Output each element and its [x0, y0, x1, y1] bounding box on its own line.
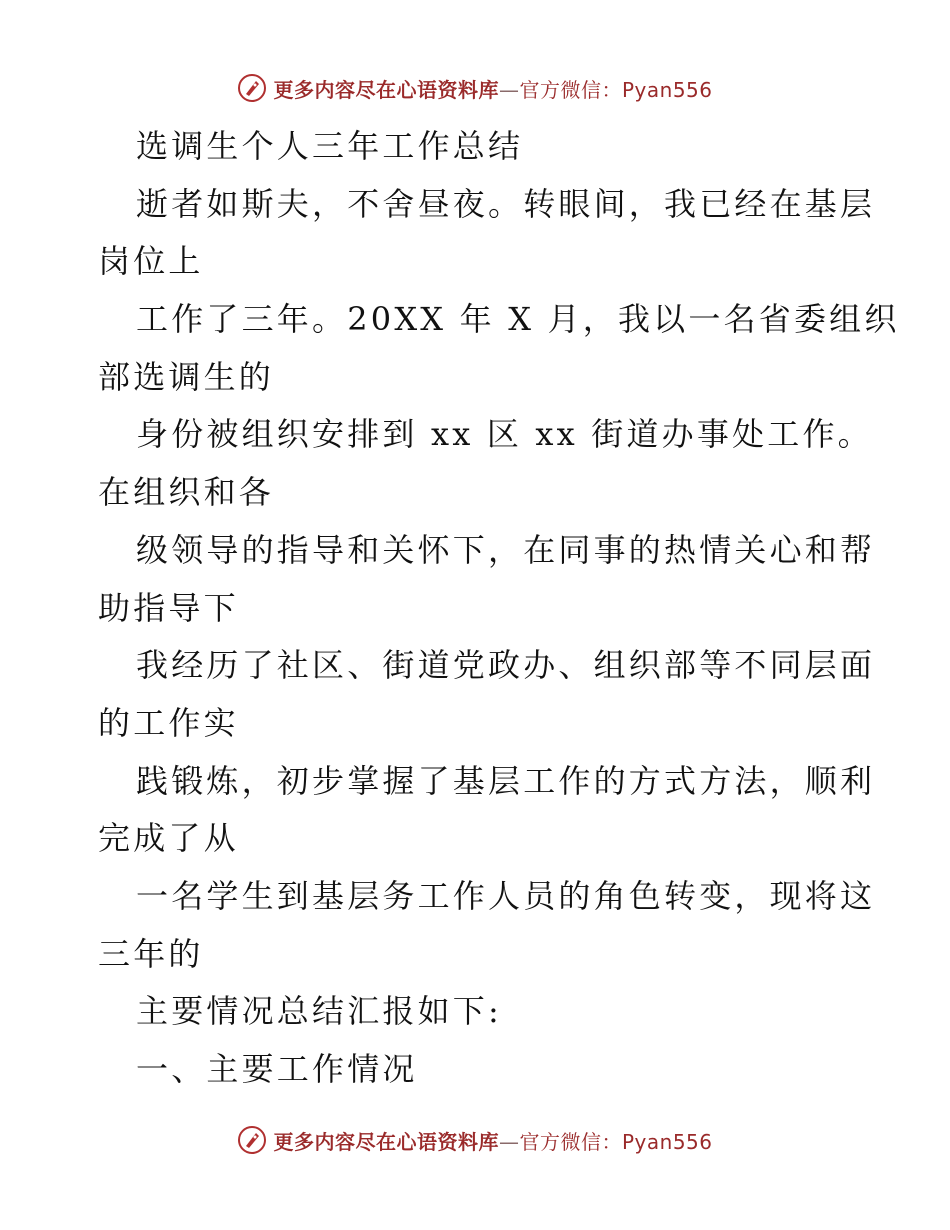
- paragraph-line: 我经历了社区、街道党政办、组织部等不同层面: [136, 646, 876, 685]
- paragraph-line: 助指导下: [98, 588, 239, 627]
- pen-nib-logo-icon: [237, 73, 267, 103]
- footer-separator: —: [498, 1129, 520, 1154]
- document-body: [98, 118, 900, 1099]
- footer-brand: 更多内容尽在心语资料库: [273, 1129, 499, 1154]
- footer-banner-text: [273, 1126, 712, 1155]
- header-wechat-id: Pyan556: [621, 77, 713, 102]
- paragraph-line: 工作了三年。20XX 年 X 月，我以一名省委组织: [136, 300, 900, 339]
- section-heading: 一、主要工作情况: [136, 1050, 418, 1088]
- document-title: 选调生个人三年工作总结: [136, 127, 524, 165]
- footer-wechat-id: Pyan556: [621, 1129, 713, 1154]
- paragraph-line: 主要情况总结汇报如下:: [136, 992, 502, 1031]
- paragraph-line: 级领导的指导和关怀下，在同事的热情关心和帮: [136, 530, 876, 569]
- footer-wechat-label: 官方微信：: [519, 1129, 622, 1154]
- header-brand: 更多内容尽在心语资料库: [273, 77, 499, 102]
- paragraph-line: 践锻炼，初步掌握了基层工作的方式方法，顺利: [136, 761, 876, 800]
- header-banner-text: [273, 74, 712, 103]
- paragraph-line: 三年的: [98, 934, 204, 973]
- paragraph-line: 身份被组织安排到 xx 区 xx 街道办事处工作。: [136, 415, 873, 454]
- paragraph-line: 一名学生到基层务工作人员的角色转变，现将这: [136, 876, 876, 915]
- header-separator: —: [498, 77, 520, 102]
- header-wechat-label: 官方微信：: [519, 77, 622, 102]
- header-banner: [0, 68, 950, 108]
- paragraph-line: 逝者如斯夫，不舍昼夜。转眼间，我已经在基层: [136, 184, 876, 223]
- pen-nib-logo-icon: [237, 1125, 267, 1155]
- paragraph-line: 部选调生的: [98, 357, 275, 396]
- footer-banner: [0, 1120, 950, 1160]
- paragraph-line: 完成了从: [98, 819, 239, 858]
- paragraph-line: 在组织和各: [98, 473, 275, 512]
- paragraph-line: 的工作实: [98, 703, 239, 742]
- paragraph-line: 岗位上: [98, 242, 204, 281]
